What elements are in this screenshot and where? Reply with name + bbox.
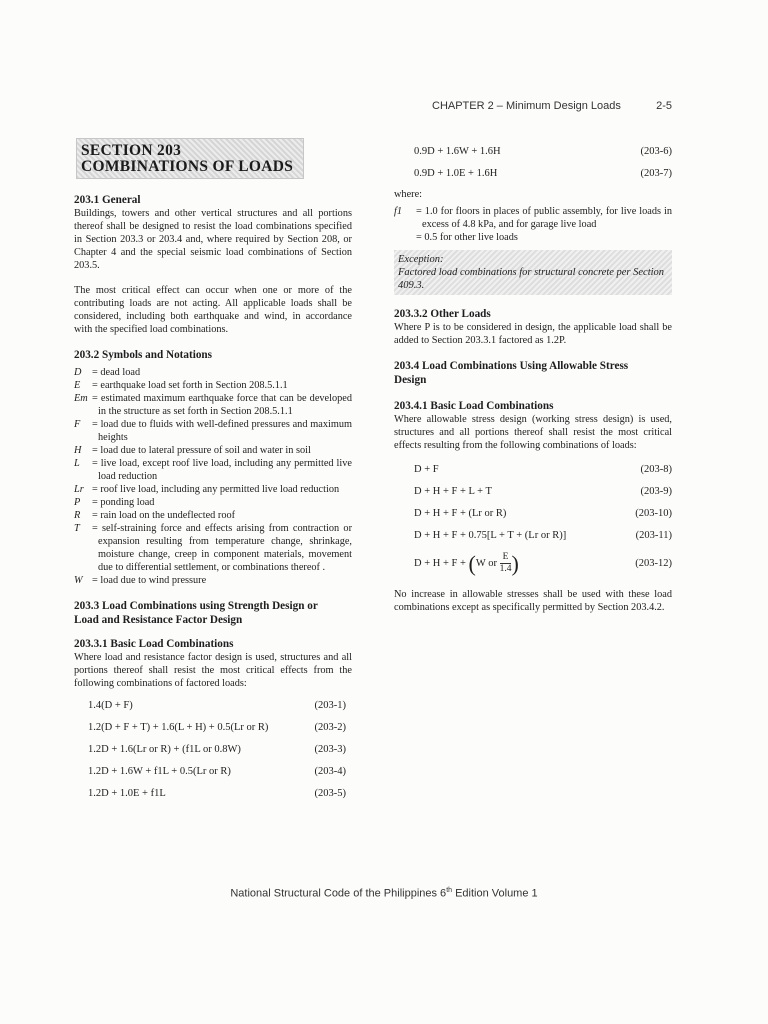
page-footer [0,887,768,900]
heading-symbols: 203.2 Symbols and Notations [74,349,213,361]
equation-expression: 0.9D + 1.6W + 1.6H [414,145,501,157]
symbol-item [74,444,352,457]
equation-number: (203-9) [640,485,672,497]
footer-text-end: Edition Volume 1 [452,887,538,900]
fraction-denominator: 1.4 [499,563,512,574]
lrfd-equations [74,694,352,804]
equation-row [74,694,352,716]
section-title: COMBINATIONS OF LOADS [81,158,294,175]
where-label: where: [394,189,423,200]
symbol-item [74,379,352,392]
symbol-definition: = load due to wind pressure [92,575,207,586]
exception-box [394,250,672,295]
symbol-definition: = load due to fluids with well-defined pressures and maximum heights [92,419,352,443]
where-list [394,205,672,244]
equation-expression: D + H + F + (Lr or R) [414,507,507,519]
symbol-key: R [74,510,81,521]
equation-expression: 1.2D + 1.6(Lr or R) + (f1L or 0.8W) [88,743,241,755]
symbol-key: E [74,380,81,391]
heading-lrfd-line1: 203.3 Load Combinations using Strength Design or [74,600,318,612]
heading-lrfd [74,599,352,627]
symbol-definition: = dead load [92,367,141,378]
equation-row [74,716,352,738]
equation-number: (203-10) [635,507,672,519]
equation-expression: D + H + F + 0.75[L + T + (Lr or R)] [414,529,567,541]
heading-asd-line1: 203.4 Load Combinations Using Allowable Stress [394,360,629,372]
symbol-definition: = load due to lateral pressure of soil and water in soil [92,445,311,456]
symbols-list [74,366,352,587]
equation-expression: 1.2D + 1.0E + f1L [88,787,166,799]
equation-row [74,738,352,760]
page-number: 2-5 [656,100,672,112]
symbol-definition: = live load, except roof live load, including any permitted live load reduction [92,458,352,482]
heading-other-loads: 203.3.2 Other Loads [394,308,491,320]
equation-number: (203-12) [635,557,672,569]
equation-expression: 0.9D + 1.0E + 1.6H [414,167,498,179]
equation-row [394,524,672,546]
equation-expression-prefix: D + H + F + [414,557,469,569]
symbol-key: H [74,445,82,456]
equation-number: (203-7) [640,167,672,179]
asd-closing-paragraph: No increase in allowable stresses shall be used with these load combinations except as specifically permitted by Section 203.4.2. [394,589,672,613]
exception-label: Exception: [398,254,444,265]
equation-row [394,480,672,502]
symbol-key: P [74,497,81,508]
equation-number: (203-1) [314,699,346,711]
heading-asd-basic: 203.4.1 Basic Load Combinations [394,400,554,412]
symbol-item [74,366,352,379]
equation-number: (203-5) [314,787,346,799]
equation-number: (203-4) [314,765,346,777]
heading-lrfd-basic: 203.3.1 Basic Load Combinations [74,638,234,650]
symbol-item [74,457,352,483]
chapter-title: CHAPTER 2 – Minimum Design Loads [432,100,621,112]
left-paren: ( [468,550,476,576]
lrfd-paragraph: Where load and resistance factor design is used, structures and all portions thereof shall resist the most critical effects from the following combinations of factored loads: [74,652,352,689]
where-item [394,231,672,244]
where-item [394,205,672,231]
symbol-definition: = rain load on the undeflected roof [92,510,236,521]
heading-asd-line2: Design [394,374,427,386]
equation-row [394,162,672,184]
symbol-definition: = earthquake load set forth in Section 208.5.1.1 [92,380,288,391]
general-paragraph-1: Buildings, towers and other vertical structures and all portions thereof shall be designed to resist the load combinations specified in Section 203.3 or 203.4 and, where required by Section 208, or Chapter 4 and the special seismic load combinations of Section 203.5. [74,208,352,271]
asd-paragraph: Where allowable stress design (working stress design) is used, structures and all portions thereof shall resist the most critical effects resulting from the following combinations of loads: [394,414,672,451]
equation-number: (203-8) [640,463,672,475]
symbol-definition: = roof live load, including any permitted live load reduction [92,484,340,495]
equation-row [74,782,352,804]
other-loads-paragraph: Where P is to be considered in design, the applicable load shall be added to Section 203.3.1 factored as 1.2P. [394,322,672,346]
symbol-item [74,496,352,509]
where-key: f1 [394,206,403,217]
equation-expression: 1.2(D + F + T) + 1.6(L + H) + 0.5(Lr or R) [88,721,269,733]
symbol-key: L [74,458,80,469]
heading-lrfd-line2: Load and Resistance Factor Design [74,614,243,626]
symbol-item [74,574,352,587]
asd-equations [394,458,672,580]
symbol-item [74,509,352,522]
symbol-definition: = self-straining force and effects arising from contraction or expansion resulting from temperature change, shrinkage, moisture change, creep in component materials, movement due to differential settlement, or combinations thereof . [92,523,352,573]
footer-superscript: th [446,887,453,894]
symbol-key: F [74,419,81,430]
equation-row [394,502,672,524]
footer-text: National Structural Code of the Philippines 6 [230,887,447,900]
general-paragraph-2: The most critical effect can occur when one or more of the contributing loads are not acting. All applicable loads shall be considered, including both earthquake and wind, in accordance with the specified load combinations. [74,285,352,335]
symbol-definition: = ponding load [92,497,155,508]
where-key [394,231,416,244]
symbol-definition: = estimated maximum earthquake force that can be developed in the structure as set forth in Section 208.5.1.1 [92,393,352,417]
symbol-key: W [74,575,83,586]
equation-expression: 1.2D + 1.6W + f1L + 0.5(Lr or R) [88,765,231,777]
symbol-key: Lr [74,484,84,495]
symbol-item [74,392,352,418]
equation-number: (203-2) [314,721,346,733]
lrfd-equations-continued [394,140,672,184]
section-number: SECTION 203 [81,142,182,159]
equation-number: (203-11) [635,529,672,541]
running-header [432,100,672,112]
where-definition: = 1.0 for floors in places of public assembly, for live loads in excess of 4.8 kPa, and for garage live load [416,206,672,230]
exception-text: Factored load combinations for structural concrete per Section 409.3. [398,267,665,291]
left-column [74,138,352,804]
equation-number: (203-3) [314,743,346,755]
symbol-item [74,418,352,444]
symbol-key: Em [74,393,88,404]
equation-number: (203-6) [640,145,672,157]
equation-expression: 1.4(D + F) [88,699,133,711]
symbol-item [74,483,352,496]
right-column [394,140,672,614]
equation-row [394,458,672,480]
symbol-key: T [74,523,80,534]
fraction-numerator: E [500,552,512,564]
right-paren: ) [511,550,519,576]
symbol-item [74,522,352,574]
equation-expression [414,552,519,575]
section-banner [76,138,304,179]
fraction [500,552,512,575]
where-definition: = 0.5 for other live loads [416,232,518,243]
heading-general: 203.1 General [74,194,141,206]
heading-asd [394,359,672,387]
equation-row [394,546,672,580]
equation-expression: D + H + F + L + T [414,485,492,497]
symbol-key: D [74,367,82,378]
equation-expression: D + F [414,463,439,475]
equation-expression-middle: W or [475,557,497,569]
equation-row [74,760,352,782]
equation-row [394,140,672,162]
